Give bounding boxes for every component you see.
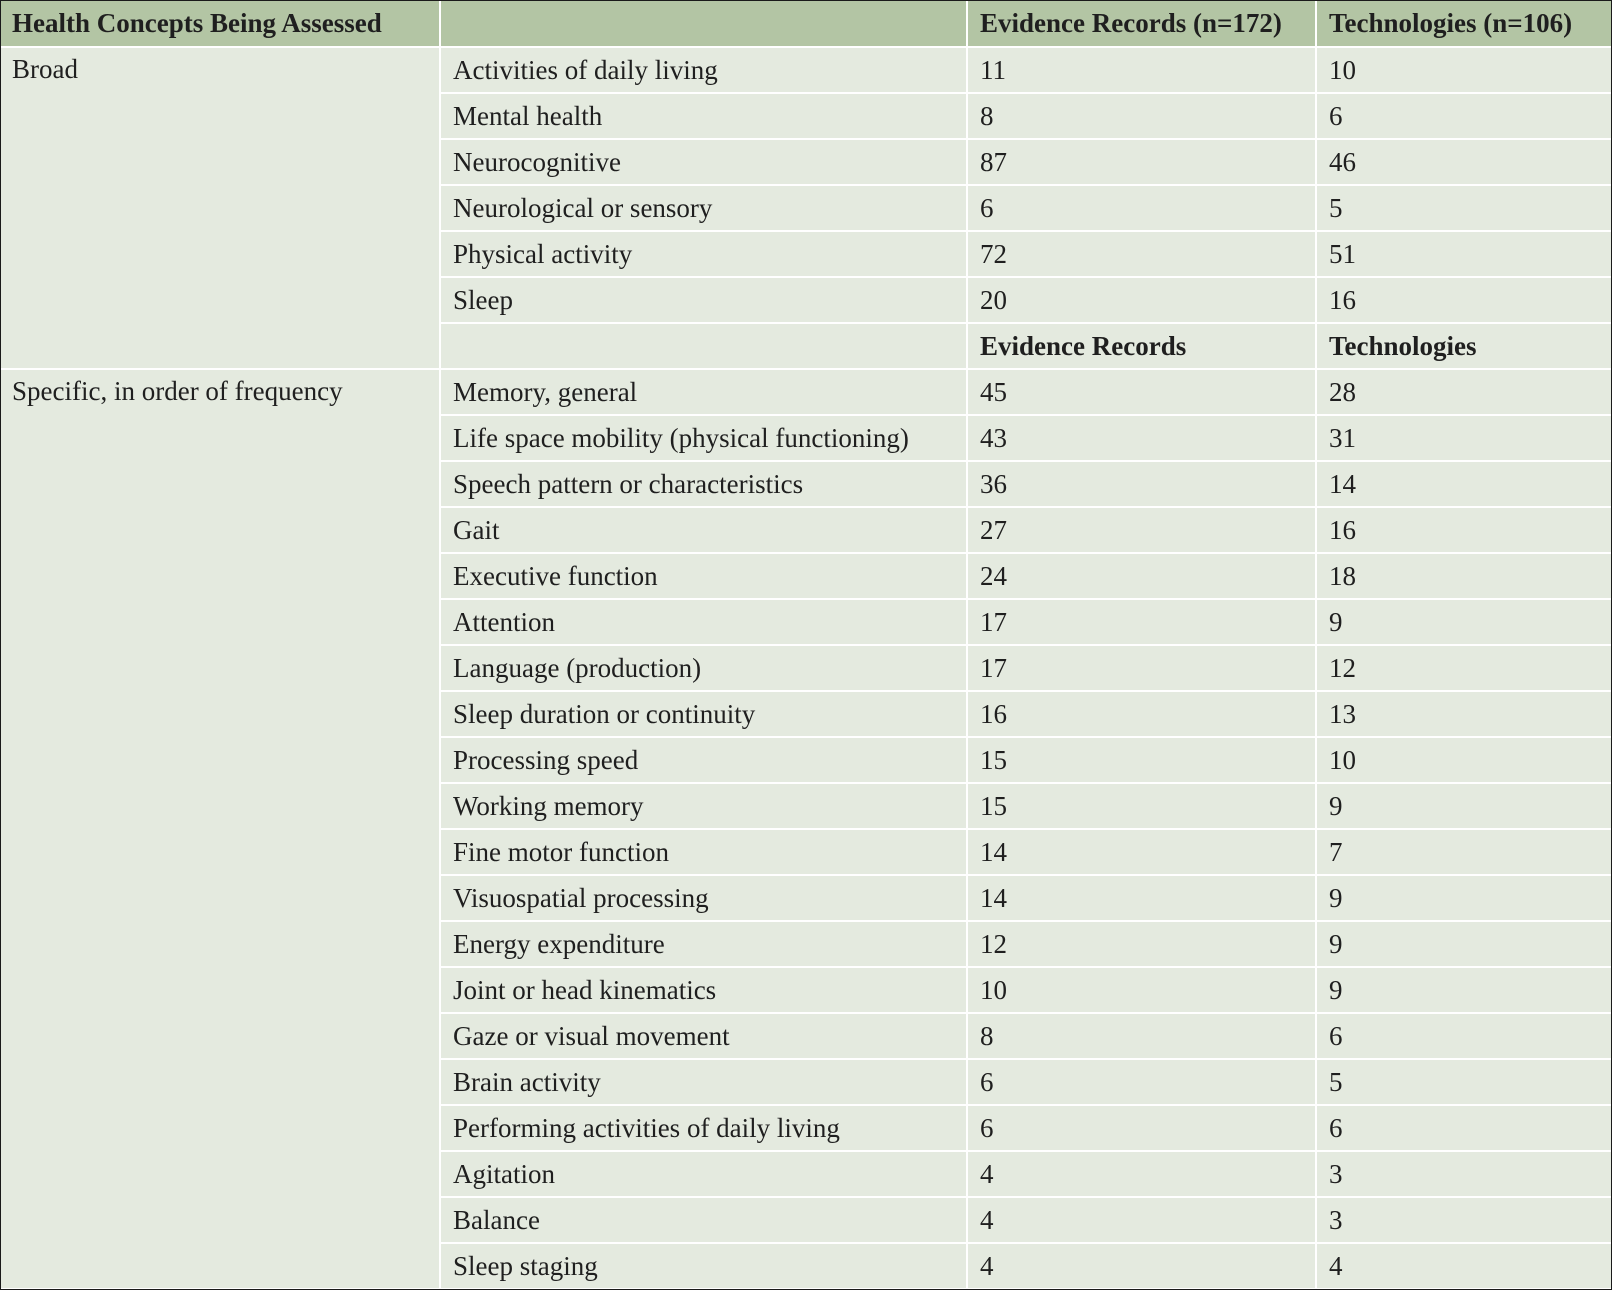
evidence-count-cell: 36	[967, 461, 1316, 507]
technology-count-cell: 5	[1316, 1059, 1612, 1105]
evidence-count-cell: 6	[967, 185, 1316, 231]
evidence-count-cell: 15	[967, 737, 1316, 783]
concept-cell: Speech pattern or characteristics	[440, 461, 967, 507]
subheader-blank	[440, 323, 967, 369]
concept-cell: Gaze or visual movement	[440, 1013, 967, 1059]
evidence-count-cell: 15	[967, 783, 1316, 829]
table-row	[0, 47, 1612, 93]
evidence-count-cell: 14	[967, 875, 1316, 921]
technology-count-cell: 14	[1316, 461, 1612, 507]
concept-cell: Attention	[440, 599, 967, 645]
concept-cell: Energy expenditure	[440, 921, 967, 967]
evidence-count-cell: 6	[967, 1059, 1316, 1105]
concept-cell: Performing activities of daily living	[440, 1105, 967, 1151]
concept-cell: Agitation	[440, 1151, 967, 1197]
concept-cell: Mental health	[440, 93, 967, 139]
technology-count-cell: 9	[1316, 599, 1612, 645]
concept-cell: Sleep duration or continuity	[440, 691, 967, 737]
header-evidence-records: Evidence Records (n=172)	[967, 0, 1316, 47]
header-technologies: Technologies (n=106)	[1316, 0, 1612, 47]
subheader-evidence-records: Evidence Records	[967, 323, 1316, 369]
group-label-broad: Broad	[0, 47, 440, 369]
evidence-count-cell: 10	[967, 967, 1316, 1013]
concept-cell: Working memory	[440, 783, 967, 829]
concept-cell: Gait	[440, 507, 967, 553]
concept-cell: Physical activity	[440, 231, 967, 277]
concept-cell: Neurological or sensory	[440, 185, 967, 231]
evidence-count-cell: 72	[967, 231, 1316, 277]
evidence-count-cell: 11	[967, 47, 1316, 93]
technology-count-cell: 9	[1316, 875, 1612, 921]
concept-cell: Neurocognitive	[440, 139, 967, 185]
header-row	[0, 0, 1612, 47]
evidence-count-cell: 8	[967, 1013, 1316, 1059]
table-body	[0, 47, 1612, 1289]
technology-count-cell: 12	[1316, 645, 1612, 691]
concept-cell: Visuospatial processing	[440, 875, 967, 921]
evidence-count-cell: 16	[967, 691, 1316, 737]
technology-count-cell: 18	[1316, 553, 1612, 599]
concept-cell: Life space mobility (physical functioning)	[440, 415, 967, 461]
concept-cell: Brain activity	[440, 1059, 967, 1105]
concept-cell: Processing speed	[440, 737, 967, 783]
technology-count-cell: 3	[1316, 1197, 1612, 1243]
technology-count-cell: 6	[1316, 1105, 1612, 1151]
technology-count-cell: 31	[1316, 415, 1612, 461]
group-label-specific: Specific, in order of frequency	[0, 369, 440, 1289]
evidence-count-cell: 4	[967, 1197, 1316, 1243]
subheader-technologies: Technologies	[1316, 323, 1612, 369]
technology-count-cell: 5	[1316, 185, 1612, 231]
evidence-count-cell: 20	[967, 277, 1316, 323]
concept-cell: Fine motor function	[440, 829, 967, 875]
evidence-count-cell: 14	[967, 829, 1316, 875]
evidence-count-cell: 6	[967, 1105, 1316, 1151]
technology-count-cell: 16	[1316, 277, 1612, 323]
evidence-count-cell: 17	[967, 599, 1316, 645]
concept-cell: Balance	[440, 1197, 967, 1243]
concept-cell: Memory, general	[440, 369, 967, 415]
technology-count-cell: 10	[1316, 737, 1612, 783]
technology-count-cell: 6	[1316, 1013, 1612, 1059]
technology-count-cell: 9	[1316, 783, 1612, 829]
concept-cell: Sleep	[440, 277, 967, 323]
evidence-count-cell: 24	[967, 553, 1316, 599]
evidence-count-cell: 17	[967, 645, 1316, 691]
evidence-count-cell: 8	[967, 93, 1316, 139]
technology-count-cell: 6	[1316, 93, 1612, 139]
technology-count-cell: 9	[1316, 921, 1612, 967]
concept-cell: Joint or head kinematics	[440, 967, 967, 1013]
evidence-count-cell: 43	[967, 415, 1316, 461]
technology-count-cell: 13	[1316, 691, 1612, 737]
table-row	[0, 369, 1612, 415]
header-health-concepts: Health Concepts Being Assessed	[0, 0, 440, 47]
evidence-count-cell: 4	[967, 1243, 1316, 1289]
concept-cell: Language (production)	[440, 645, 967, 691]
technology-count-cell: 3	[1316, 1151, 1612, 1197]
evidence-count-cell: 87	[967, 139, 1316, 185]
technology-count-cell: 10	[1316, 47, 1612, 93]
technology-count-cell: 46	[1316, 139, 1612, 185]
technology-count-cell: 51	[1316, 231, 1612, 277]
concept-cell: Activities of daily living	[440, 47, 967, 93]
evidence-count-cell: 45	[967, 369, 1316, 415]
concept-cell: Sleep staging	[440, 1243, 967, 1289]
evidence-count-cell: 27	[967, 507, 1316, 553]
technology-count-cell: 16	[1316, 507, 1612, 553]
evidence-count-cell: 4	[967, 1151, 1316, 1197]
technology-count-cell: 7	[1316, 829, 1612, 875]
concept-cell: Executive function	[440, 553, 967, 599]
technology-count-cell: 28	[1316, 369, 1612, 415]
header-concept	[440, 0, 967, 47]
technology-count-cell: 9	[1316, 967, 1612, 1013]
evidence-count-cell: 12	[967, 921, 1316, 967]
technology-count-cell: 4	[1316, 1243, 1612, 1289]
